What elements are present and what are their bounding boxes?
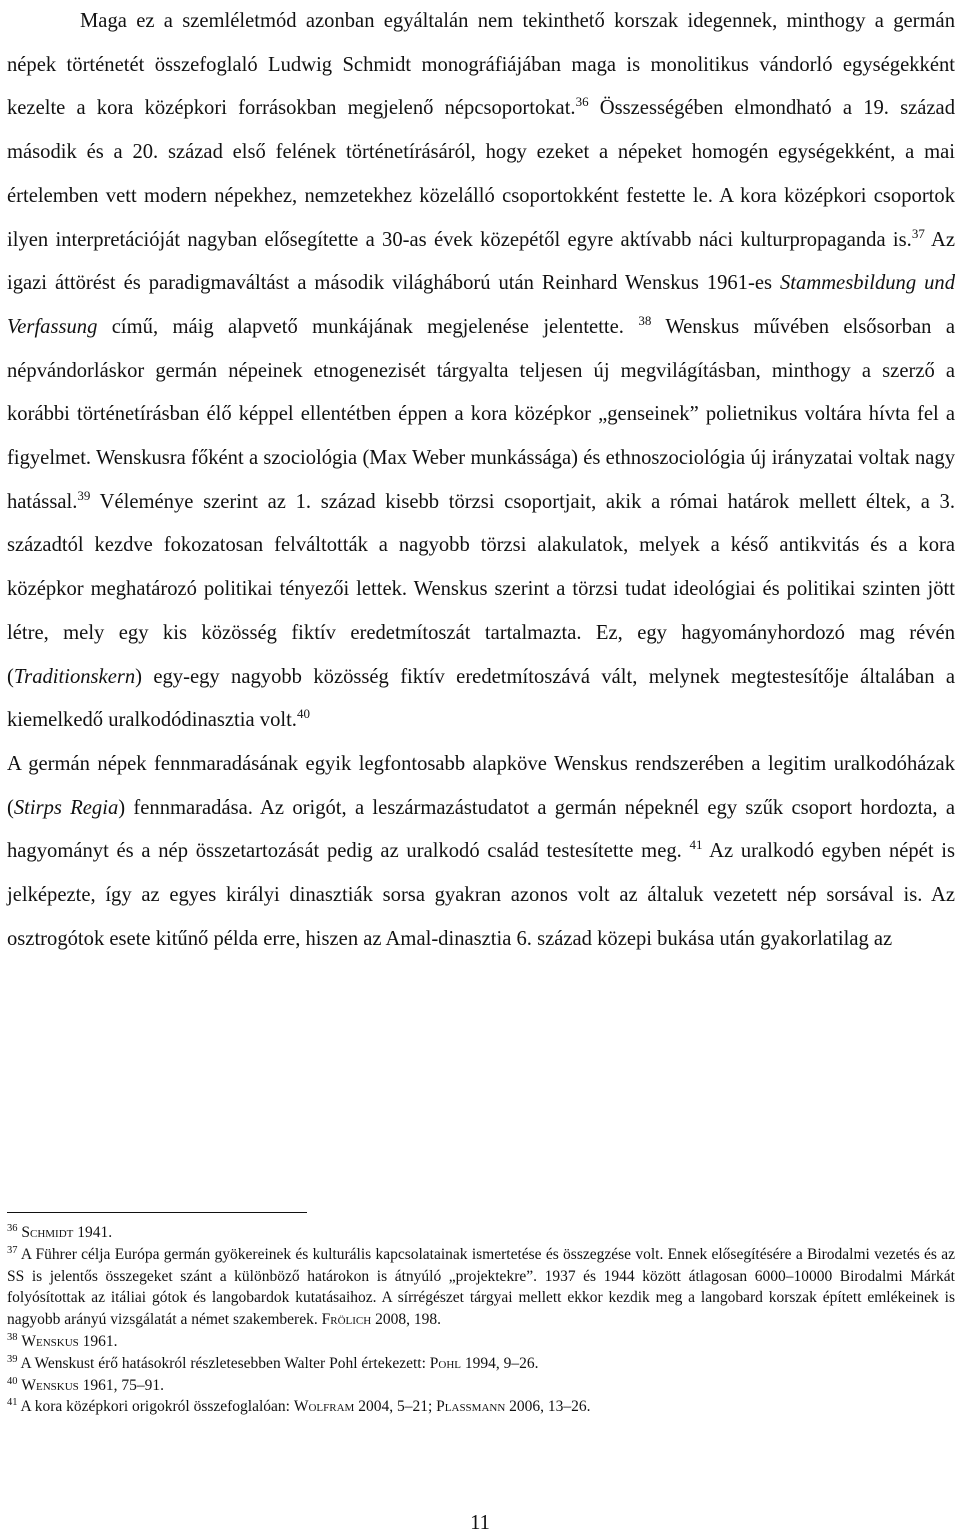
footnote-39 xyxy=(7,1353,955,1375)
text-run: 1994, 9–26. xyxy=(461,1354,539,1372)
italic-title: Stirps Regia xyxy=(13,796,119,819)
text-run: A Führer célja Európa germán gyökereinek és kulturális kapcsolatainak ismertetése és összegzése volt. Ennek elősegítésére a Birodalmi vezetés és az SS is jelentős összegeket szánt a különböző határokon is átnyúló „projektekre”. 1937 és 1944 között átlagosan 6000–10000 Birodalmi Márkát folyósítottak az itáliai gótok és langobardok kutatásaihoz. A sírrégészet tárgyai mellett ekkor kezdik meg a langobard korszak épített emlékeinek is nagyobb arányú vizsgálatát a német szakemberek. xyxy=(7,1245,955,1329)
footnote-ref: 38 xyxy=(638,313,652,329)
footnote-38 xyxy=(7,1331,955,1353)
author-name: Frölich xyxy=(321,1311,372,1329)
text-run: című, máig alapvető munkájának megjelenése jelentette. xyxy=(97,315,639,338)
author-name: Wenskus xyxy=(21,1332,79,1350)
footnotes xyxy=(7,1222,955,1418)
text-run: Véleménye szerint az 1. század kisebb törzsi csoportjait, akik a római határok mellett éltek, a 3. századtól kezdve fokozatosan felváltották a nagyobb törzsi alakulatok, melyek a késő antikvitás és a kora középkor meghatározó politikai tényezői lettek. Wenskus szerint a törzsi tudat ideológiai és politikai szinten jött létre, mely egy kis közösség fiktív eredetmítoszát tartalmazta. Ez, egy hagyományhordozó mag révén ( xyxy=(7,490,955,688)
footnote-separator xyxy=(7,1212,307,1213)
text-run: Maga ez a szemléletmód azonban egyáltalán nem tekinthető korszak idegennek, minthogy a germán népek történetét összefoglaló Ludwig Schmidt monográfiájában maga is monolitikus vándorló egységekként kezelte a kora középkori forrásokban megjelenő népcsoportokat. xyxy=(7,10,955,120)
footnote-40 xyxy=(7,1375,955,1397)
paragraph-2 xyxy=(7,743,955,962)
author-name: Wolfram xyxy=(293,1398,355,1416)
text-run: Wenskus művében elsősorban a népvándorláskor germán népeinek etnogenezisét tárgyalta teljesen új megvilágításban, minthogy a szerző a korábbi történetírásban élő képpel ellentétben éppen a kora középkor „genseinek” polietnikus voltára hívta fel a figyelmet. Wenskusra főként a szociológia (Max Weber munkássága) és ethnoszociológia új irányzatai voltak nagy hatással. xyxy=(7,315,955,513)
footnote-36 xyxy=(7,1222,955,1244)
text-run: ) egy-egy nagyobb közösség fiktív eredetmítoszává vált, melynek megtestesítője általában a kiemelkedő uralkodódinasztia volt. xyxy=(7,665,955,732)
text-run: 2006, 13–26. xyxy=(505,1398,591,1416)
text-run: 2008, 198. xyxy=(371,1311,441,1329)
paragraph-1 xyxy=(7,0,955,743)
text-run: A Wenskust érő hatásokról részletesebben Walter Pohl értekezett: xyxy=(17,1354,430,1372)
footnote-ref: 36 xyxy=(575,94,589,110)
footnote-ref: 39 xyxy=(77,487,91,503)
text-run: 1961. xyxy=(78,1332,118,1350)
author-name: Wenskus xyxy=(21,1376,79,1394)
footnote-number: 40 xyxy=(7,1375,18,1387)
footnote-41 xyxy=(7,1396,955,1418)
footnote-ref: 37 xyxy=(911,225,925,241)
author-name: Schmidt xyxy=(21,1224,74,1241)
footnote-number: 41 xyxy=(7,1397,18,1409)
page-number: 11 xyxy=(470,1512,490,1534)
footnote-ref: 40 xyxy=(296,706,310,722)
text-run: Az igazi áttörést és paradigmaváltást a második világháború után Reinhard Wenskus 1961-es xyxy=(7,228,955,295)
footnote-number: 39 xyxy=(7,1353,18,1365)
author-name: Pohl xyxy=(429,1354,462,1372)
author-name: Plassmann xyxy=(436,1398,506,1416)
footnote-ref: 41 xyxy=(689,837,703,853)
footnote-number: 37 xyxy=(7,1244,18,1256)
text-run: Az uralkodó egyben népét is jelképezte, így az egyes királyi dinasztiák sorsa gyakran azonos volt az általuk vezetett nép sorsával is. Az osztrogótok esete kitűnő példa erre, hiszen az Amal-dinasztia 6. század közepi bukása után gyakorlatilag az xyxy=(7,840,955,950)
text-run: A kora középkori origokról összefoglalóan: xyxy=(17,1398,294,1416)
footnote-number: 38 xyxy=(7,1331,18,1343)
text-run: 2004, 5–21; xyxy=(354,1398,437,1416)
text-run: ) fennmaradása. Az origót, a leszármazástudatot a germán népeknél egy szűk csoport hordozta, a hagyományt és a nép összetartozását pedig az uralkodó család testesítette meg. xyxy=(7,796,956,863)
footnote-37 xyxy=(7,1244,955,1331)
body-text xyxy=(7,0,955,961)
text-run: 1941. xyxy=(73,1224,113,1241)
text-run: A germán népek fennmaradásának egyik legfontosabb alapköve Wenskus rendszerében a legitim uralkodóházak ( xyxy=(7,752,955,819)
footnote-number: 36 xyxy=(7,1222,18,1234)
italic-title: Traditionskern xyxy=(13,665,136,688)
italic-title: Stammesbildung und Verfassung xyxy=(7,272,955,338)
text-run: Összességében elmondható a 19. század második és a 20. század első felének történetírásáról, hogy ezeket a népeket homogén egységekként, a mai értelemben vett modern népekhez, nemzetekhez közelálló csoportokként festette le. A kora középkori csoportok ilyen interpretációját nagyban elősegítette a 30-as évek közepétől egyre aktívabb náci kulturpropaganda is. xyxy=(7,97,955,251)
text-run: 1961, 75–91. xyxy=(78,1376,165,1394)
